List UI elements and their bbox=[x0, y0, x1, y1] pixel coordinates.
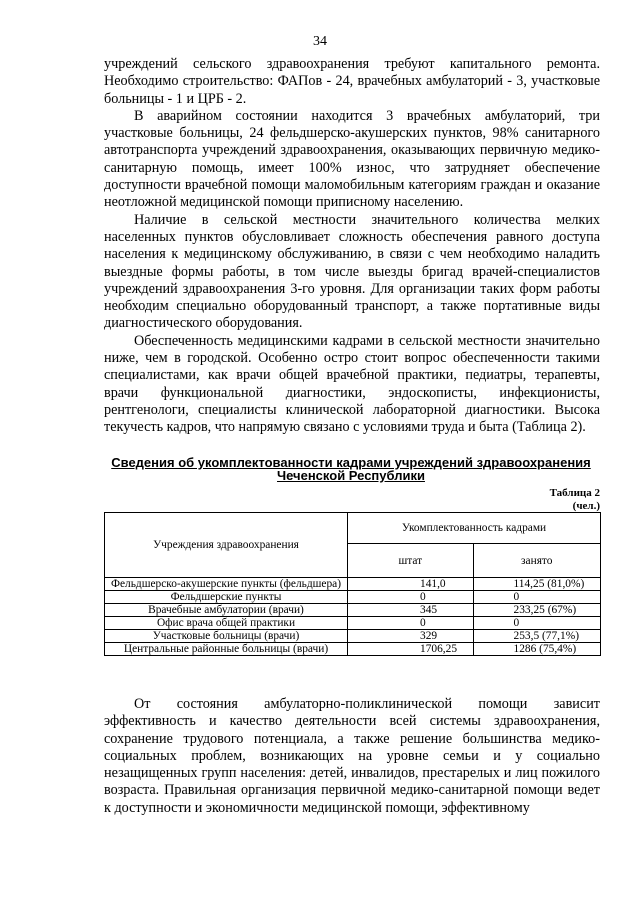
table-row bbox=[105, 630, 601, 643]
cell-positions: 329 bbox=[348, 630, 474, 643]
cell-institution: Центральные районные больницы (врачи) bbox=[105, 643, 348, 656]
cell-positions: 0 bbox=[348, 617, 474, 630]
table-row bbox=[105, 578, 601, 591]
cell-positions: 0 bbox=[348, 591, 474, 604]
header-staffing: Укомплектованность кадрами bbox=[348, 513, 601, 544]
table-row bbox=[105, 604, 601, 617]
cell-occupied: 233,25 (67%) bbox=[473, 604, 600, 617]
header-institutions: Учреждения здравоохранения bbox=[105, 513, 348, 578]
paragraph: Наличие в сельской местности значительного количества мелких населенных пунктов обусловливает сложность обеспечения равного доступа населения к медицинскому обслуживанию, в связи с чем необходимо наладить выездные формы работы, в том числе выезды бригад врачей-специалистов учреждений здравоохранения 3-го уровня. Для организации таких форм работы необходим специально оборудованный транспорт, а также портативные виды диагностического оборудования. bbox=[104, 211, 600, 332]
cell-institution: Врачебные амбулатории (врачи) bbox=[105, 604, 348, 617]
table-caption bbox=[550, 487, 600, 513]
cell-institution: Офис врача общей практики bbox=[105, 617, 348, 630]
page-number: 34 bbox=[313, 34, 327, 49]
table-row bbox=[105, 591, 601, 604]
table-unit: (чел.) bbox=[572, 500, 600, 512]
cell-institution: Фельдшерские пункты bbox=[105, 591, 348, 604]
cell-institution: Фельдшерско-акушерские пункты (фельдшера) bbox=[105, 578, 348, 591]
cell-occupied: 0 bbox=[473, 591, 600, 604]
paragraph: Обеспеченность медицинскими кадрами в сельской местности значительно ниже, чем в городской. Особенно остро стоит вопрос обеспеченности такими специалистами, как врачи общей врачебной практики, педиатры, терапевты, врачи функциональной диагностики, эндоскописты, инфекционисты, рентгенологи, специалисты клинической лабораторной диагностики. Высока текучесть кадров, что напрямую связано с условиями труда и быта (Таблица 2). bbox=[104, 332, 600, 436]
cell-positions: 1706,25 bbox=[348, 643, 474, 656]
body-text-top bbox=[104, 56, 600, 437]
cell-occupied: 114,25 (81,0%) bbox=[473, 578, 600, 591]
header-positions: штат bbox=[348, 544, 474, 578]
table-title: Сведения об укомплектованности кадрами учреждений здравоохранения Чеченской Республики bbox=[111, 455, 591, 483]
cell-positions: 345 bbox=[348, 604, 474, 617]
table-row bbox=[105, 643, 601, 656]
body-text-bottom bbox=[104, 696, 600, 817]
cell-occupied: 1286 (75,4%) bbox=[473, 643, 600, 656]
cell-occupied: 0 bbox=[473, 617, 600, 630]
header-occupied: занято bbox=[473, 544, 600, 578]
paragraph: В аварийном состоянии находится 3 врачебных амбулаторий, три участковые больницы, 24 фельдшерско-акушерских пунктов, 98% санитарного автотранспорта учреждений здравоохранения, оказывающих первичную медико-санитарную помощь, имеет 100% износ, что затрудняет обеспечение доступности врачебной помощи маломобильным категориям граждан и оказание неотложной медицинской помощи приписному населению. bbox=[104, 107, 600, 211]
cell-institution: Участковые больницы (врачи) bbox=[105, 630, 348, 643]
staffing-table bbox=[104, 512, 601, 656]
table-number: Таблица 2 bbox=[549, 487, 600, 499]
paragraph: учреждений сельского здравоохранения требуют капитального ремонта. Необходимо строительство: ФАПов - 24, врачебных амбулаторий - 3, участковые больницы - 1 и ЦРБ - 2. bbox=[104, 56, 600, 107]
cell-occupied: 253,5 (77,1%) bbox=[473, 630, 600, 643]
paragraph: От состояния амбулаторно-поликлинической помощи зависит эффективность и качество деятельности всей системы здравоохранения, сохранение трудового потенциала, а также решение большинства медико-социальных проблем, возникающих на уровне семьи и у социально незащищенных групп населения: детей, инвалидов, престарелых и лиц пожилого возраста. Правильная организация первичной медико-санитарной помощи ведет к доступности и экономичности медицинской помощи, эффективному bbox=[104, 696, 600, 816]
cell-positions: 141,0 bbox=[348, 578, 474, 591]
table-row bbox=[105, 617, 601, 630]
